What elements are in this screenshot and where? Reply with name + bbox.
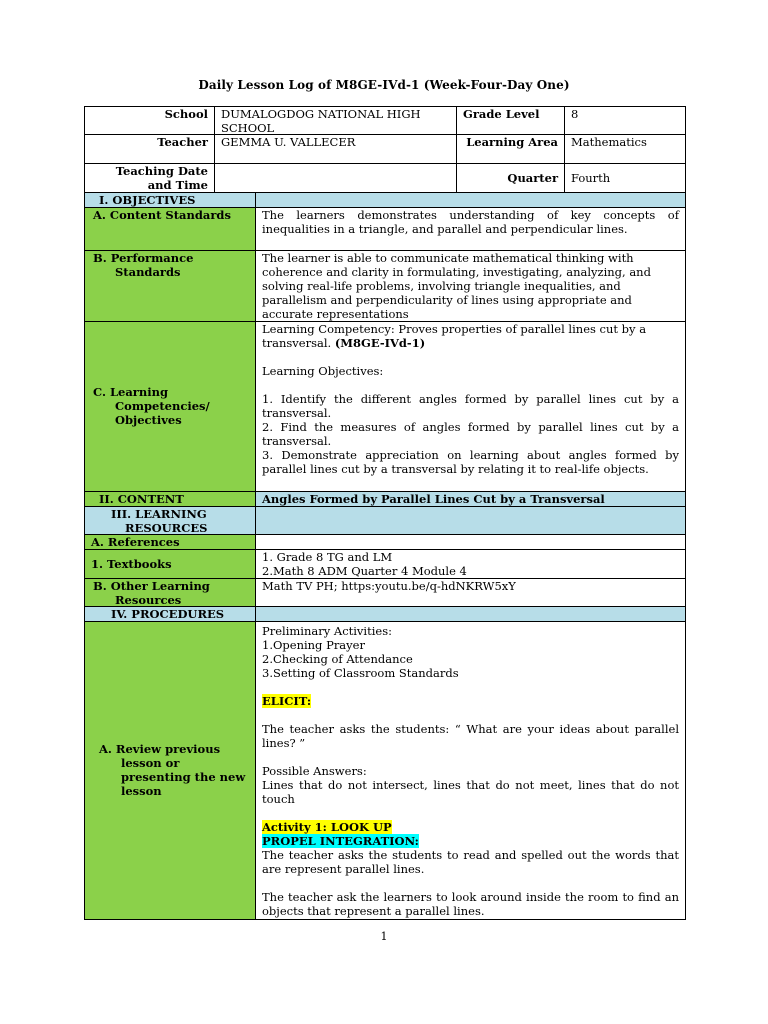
- learning-area-label: Learning Area: [456, 134, 565, 164]
- resources-heading: III. LEARNING RESOURCES: [84, 506, 256, 535]
- propel-integration-label: PROPEL INTEGRATION:: [262, 834, 419, 848]
- school-label: School: [84, 106, 215, 135]
- document-title: Daily Lesson Log of M8GE-IVd-1 (Week-Four-Day One): [198, 78, 570, 92]
- activity-instruction: The teacher ask the learners to look around inside the room to find an objects that represent a parallel lines.: [262, 890, 679, 918]
- teacher-question: The teacher asks the students: “ What are your ideas about parallel lines? ”: [262, 722, 679, 750]
- textbook-item: 2.Math 8 ADM Quarter 4 Module 4: [262, 564, 467, 578]
- activity-title: Activity 1: LOOK UP: [262, 820, 392, 834]
- elicit-label: ELICIT:: [262, 694, 312, 708]
- competency-intro: Learning Competency: Proves properties of parallel lines cut by a transversal.: [262, 322, 647, 350]
- textbooks-label: 1. Textbooks: [91, 557, 172, 571]
- preliminary-item: 2.Checking of Attendance: [262, 652, 413, 666]
- review-label-cell: [84, 621, 256, 920]
- references-value: [255, 534, 686, 550]
- grade-label: Grade Level: [456, 106, 565, 135]
- performance-standards-text: The learner is able to communicate mathematical thinking with coherence and clarity in formulating, investigating, analyzing, and solving real-life problems, involving triangle inequalities, and parallelism and perpendicularity of lines using appropriate and accurate representations: [255, 250, 686, 322]
- quarter-label: Quarter: [456, 163, 565, 193]
- other-resources-value: Math TV PH; https:youtu.be/q-hdNKRW5xY: [255, 578, 686, 607]
- textbooks-label-cell: [84, 549, 256, 579]
- possible-answers-text: Lines that do not intersect, lines that do not meet, lines that do not touch: [262, 778, 679, 806]
- teaching-date-value: [214, 163, 457, 193]
- teacher-value: GEMMA U. VALLECER: [214, 134, 457, 164]
- competency-code: (M8GE-IVd-1): [334, 336, 426, 350]
- other-resources-label: B. Other Learning Resources: [84, 578, 256, 607]
- content-value: Angles Formed by Parallel Lines Cut by a Transversal: [255, 491, 686, 507]
- teacher-label: Teacher: [84, 134, 215, 164]
- competencies-content: [255, 321, 686, 492]
- textbooks-value: [255, 549, 686, 579]
- content-standards-label: A. Content Standards: [84, 207, 256, 251]
- school-value: DUMALOGDOG NATIONAL HIGH SCHOOL: [214, 106, 457, 135]
- learning-area-value: Mathematics: [564, 134, 686, 164]
- competency-statement: [262, 322, 679, 350]
- review-content: [255, 621, 686, 920]
- objectives-heading-fill: [255, 192, 686, 208]
- page-number: 1: [380, 930, 388, 943]
- preliminary-heading: Preliminary Activities:: [262, 624, 392, 638]
- objective-item: 3. Demonstrate appreciation on learning about angles formed by parallel lines cut by a transversal by relating it to real-life objects.: [262, 448, 679, 476]
- teaching-date-label: Teaching Date and Time: [84, 163, 215, 193]
- competencies-label: C. Learning Competencies/ Objectives: [93, 385, 210, 427]
- procedures-heading-fill: [255, 606, 686, 622]
- procedures-heading: IV. PROCEDURES: [84, 606, 256, 622]
- preliminary-item: 1.Opening Prayer: [262, 638, 365, 652]
- learning-objectives-heading: Learning Objectives:: [262, 364, 384, 378]
- preliminary-item: 3.Setting of Classroom Standards: [262, 666, 459, 680]
- competencies-label-cell: [84, 321, 256, 492]
- activity-instruction: The teacher asks the students to read and spelled out the words that are represent parallel lines.: [262, 848, 679, 876]
- content-standards-text: The learners demonstrates understanding of key concepts of inequalities in a triangle, and parallel and perpendicular lines.: [255, 207, 686, 251]
- grade-value: 8: [564, 106, 686, 135]
- objective-item: 2. Find the measures of angles formed by parallel lines cut by a transversal.: [262, 420, 679, 448]
- references-label: A. References: [84, 534, 256, 550]
- possible-answers-heading: Possible Answers:: [262, 764, 367, 778]
- objective-item: 1. Identify the different angles formed by parallel lines cut by a transversal.: [262, 392, 679, 420]
- performance-standards-label: B. Performance Standards: [84, 250, 256, 322]
- quarter-value: Fourth: [564, 163, 686, 193]
- review-label: A. Review previous lesson or presenting the new lesson: [99, 742, 246, 798]
- textbook-item: 1. Grade 8 TG and LM: [262, 550, 393, 564]
- content-heading: II. CONTENT: [84, 491, 256, 507]
- objectives-heading: I. OBJECTIVES: [84, 192, 256, 208]
- resources-heading-fill: [255, 506, 686, 535]
